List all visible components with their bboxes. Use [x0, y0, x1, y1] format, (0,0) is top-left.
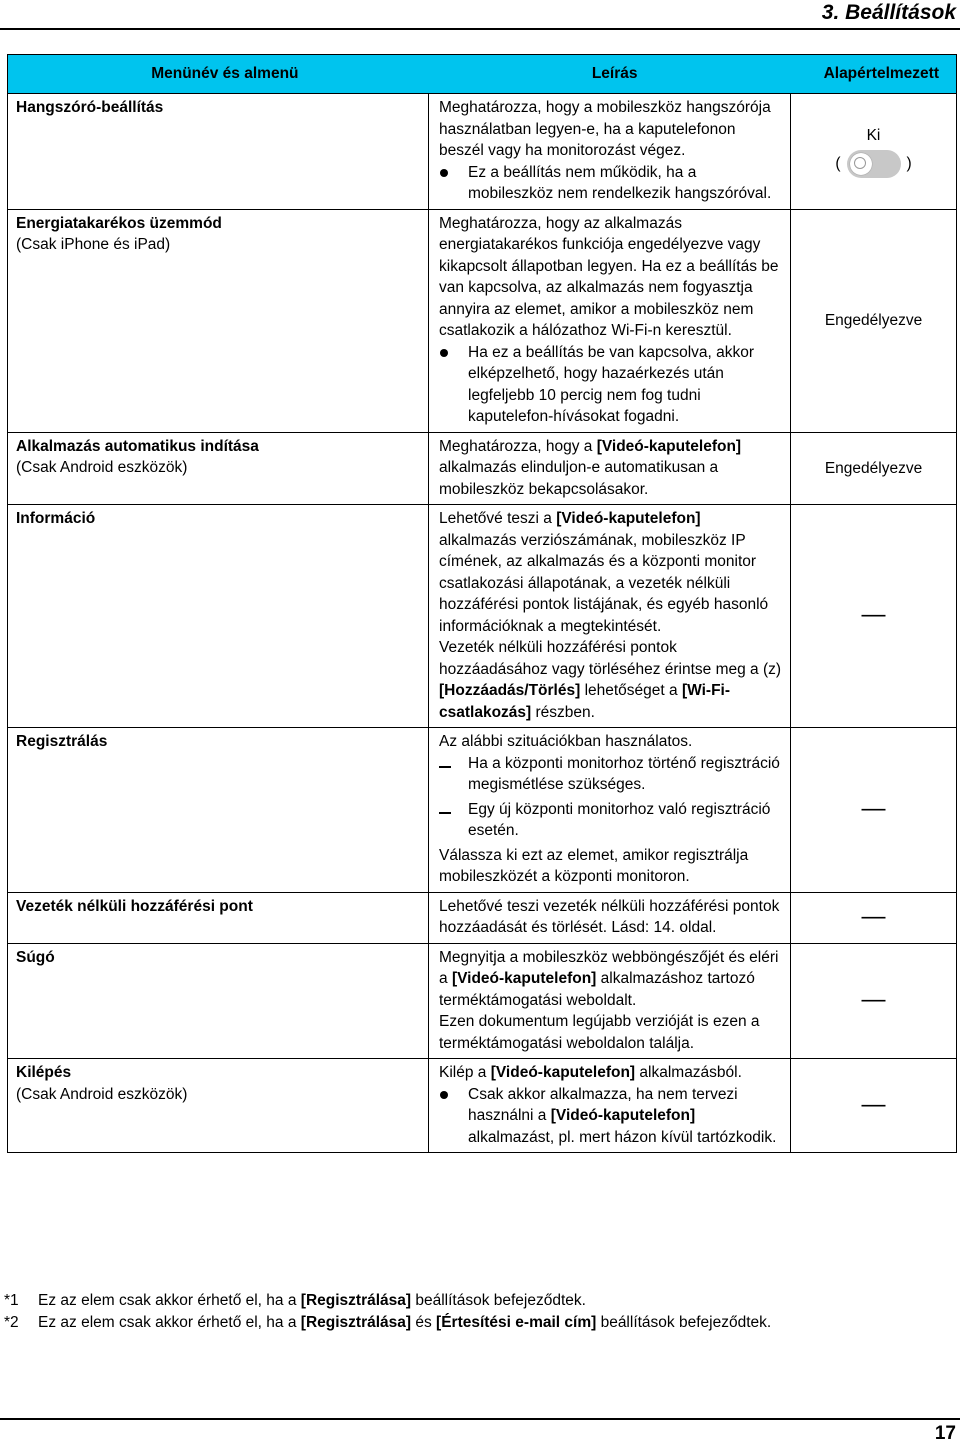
menu-name-cell	[8, 94, 429, 210]
description-text: Lehetővé teszi a [Videó-kaputelefon] alkalmazás verziószámának, mobileszköz IP címének, az alkalmazás és a központi monitor csatlakozási állapotának, a vezeték nélküli hozzáférési pontok listájának, és egyéb hasonló információknak a megtekintését.	[439, 510, 769, 635]
description-cell	[429, 943, 791, 1059]
footnote: *1 Ez az elem csak akkor érhető el, ha a [Regisztrálása] beállítások befejeződtek.	[4, 1292, 586, 1309]
description-text: Vezeték nélküli hozzáférési pontok hozzáadásához vagy törléséhez érintse meg a (z) [Hozzáadás/Törlés] lehetőséget a [Wi-Fi-csatlakozás] részben.	[439, 639, 782, 721]
default-value: Engedélyezve	[824, 311, 923, 329]
toggle-off-icon	[847, 150, 901, 178]
menu-name: Vezeték nélküli hozzáférési pont	[16, 897, 253, 915]
bullet-icon	[440, 349, 448, 357]
description-cell	[429, 728, 791, 893]
table-row	[8, 892, 957, 943]
description-cell	[429, 892, 791, 943]
default-cell	[791, 209, 957, 432]
table-row	[8, 209, 957, 432]
bullet-icon	[440, 1091, 448, 1099]
table-row	[8, 432, 957, 505]
description-text: Meghatározza, hogy a [Videó-kaputelefon] alkalmazás elinduljon-e automatikusan a mobileszköz bekapcsolásakor.	[439, 437, 742, 498]
default-value: —	[861, 1090, 886, 1118]
menu-name: Regisztrálás	[16, 733, 108, 750]
menu-name-cell	[8, 505, 429, 728]
default-cell	[791, 728, 957, 893]
default-value: —	[861, 601, 886, 629]
top-rule	[0, 28, 960, 30]
default-cell	[791, 943, 957, 1059]
description-text: Kilép a [Videó-kaputelefon] alkalmazásból.	[439, 1064, 742, 1081]
table-header-row	[8, 55, 957, 94]
default-cell	[791, 1059, 957, 1153]
bottom-rule	[0, 1418, 960, 1420]
dash-icon	[439, 812, 451, 814]
description-cell	[429, 432, 791, 505]
bullet-icon	[440, 169, 448, 177]
default-value: —	[861, 902, 886, 930]
description-text: Válassza ki ezt az elemet, amikor regisztrálja mobileszközét a központi monitoron.	[439, 846, 749, 885]
default-value: —	[861, 795, 886, 822]
description-cell	[429, 94, 791, 210]
page-number: 17	[934, 1423, 956, 1444]
section-title: 3. Beállítások	[821, 1, 956, 24]
bullet-item: Csak akkor alkalmazza, ha nem tervezi használni a [Videó-kaputelefon] alkalmazást, pl. mert házon kívül tartózkodik.	[439, 1084, 782, 1149]
description-text: Meghatározza, hogy az alkalmazás energiatakarékos funkciója engedélyezve vagy kikapcsolt állapotban legyen. Ha ez a beállítás be van kapcsolva, az alkalmazás nem fogyasztja annyira az elemet, amikor a mobileszköz nem csatlakozik a hálózathoz Wi-Fi-n keresztül.	[439, 214, 779, 339]
table-row	[8, 1059, 957, 1153]
dash-item: Egy új központi monitorhoz való regisztráció esetén.	[439, 799, 782, 842]
column-header-description: Leírás	[429, 55, 791, 94]
default-value: Engedélyezve	[824, 459, 923, 477]
bullet-item: Ha ez a beállítás be van kapcsolva, akkor elképzelhető, hogy hazaérkezés után legfeljebb 10 percig nem fog tudni kaputelefon-hívásokat fogadni.	[439, 342, 782, 428]
menu-name-cell	[8, 209, 429, 432]
menu-name-cell	[8, 432, 429, 505]
menu-name-note: (Csak Android eszközök)	[16, 1085, 188, 1103]
menu-name: Energiatakarékos üzemmód	[16, 214, 222, 232]
dash-item: Ha a központi monitorhoz történő regisztráció megismétlése szükséges.	[439, 753, 782, 796]
menu-name-cell	[8, 728, 429, 893]
menu-name: Alkalmazás automatikus indítása	[16, 437, 259, 455]
table-row	[8, 505, 957, 728]
default-cell	[791, 892, 957, 943]
default-cell	[791, 505, 957, 728]
description-text: Lehetővé teszi vezeték nélküli hozzáférési pontok hozzáadását és törlését. Lásd: 14. oldal.	[439, 897, 780, 936]
description-cell	[429, 1059, 791, 1153]
dash-icon	[439, 766, 451, 768]
settings-table	[7, 54, 957, 1153]
menu-name: Kilépés	[16, 1064, 72, 1081]
menu-name-cell	[8, 943, 429, 1059]
description-cell	[429, 209, 791, 432]
default-cell	[791, 432, 957, 505]
description-text: Ezen dokumentum legújabb verzióját is ezen a terméktámogatási weboldalon találja.	[439, 1013, 760, 1052]
description-text: Az alábbi szituációkban használatos.	[439, 733, 693, 750]
footnote: *2 Ez az elem csak akkor érhető el, ha a [Regisztrálása] és [Értesítési e-mail cím] beállítások befejeződtek.	[4, 1314, 772, 1331]
menu-name-cell	[8, 1059, 429, 1153]
table-row	[8, 943, 957, 1059]
menu-name-cell	[8, 892, 429, 943]
column-header-default: Alapértelmezett	[791, 55, 957, 94]
description-text: Megnyitja a mobileszköz webböngészőjét és eléri a [Videó-kaputelefon] alkalmazáshoz tartozó terméktámogatási weboldalt.	[439, 948, 779, 1009]
description-cell	[429, 505, 791, 728]
menu-name: Hangszóró-beállítás	[16, 99, 164, 116]
table-row	[8, 94, 957, 210]
default-cell: Ki ( )	[791, 94, 957, 210]
table-row	[8, 728, 957, 893]
footnotes	[4, 1290, 771, 1334]
menu-name: Súgó	[16, 948, 55, 966]
menu-name: Információ	[16, 510, 96, 527]
bullet-item: Ez a beállítás nem működik, ha a mobileszköz nem rendelkezik hangszóróval.	[439, 162, 782, 205]
default-value: —	[861, 986, 886, 1013]
menu-name-note: (Csak iPhone és iPad)	[16, 236, 171, 253]
description-text: Meghatározza, hogy a mobileszköz hangszórója használatban legyen-e, ha a kaputelefonon beszél vagy ha monitorozást végez.	[439, 99, 771, 159]
default-value: Ki	[866, 126, 881, 144]
column-header-menu: Menünév és almenü	[8, 55, 429, 94]
menu-name-note: (Csak Android eszközök)	[16, 459, 188, 476]
